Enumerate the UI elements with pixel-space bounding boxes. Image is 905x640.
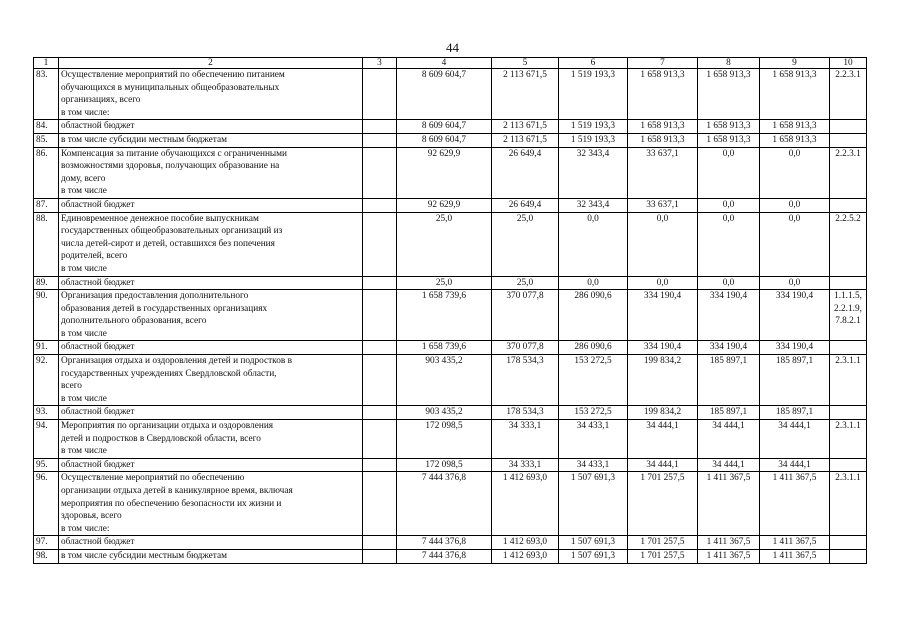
value-cell-c4: 25,0 <box>397 212 492 276</box>
description-line: областной бюджет <box>61 342 135 353</box>
table-row <box>34 549 867 563</box>
value-cell-c9: 0,0 <box>760 147 830 198</box>
value-cell-c4: 7 444 376,8 <box>397 472 492 536</box>
row-number: 88. <box>34 212 59 276</box>
description-line: государственных общеобразовательных организаций из <box>61 226 283 237</box>
col3-cell <box>363 406 397 420</box>
description-line: в том числе <box>61 446 107 457</box>
value-cell-c9: 1 411 367,5 <box>760 536 830 550</box>
value-cell-c7: 1 658 913,3 <box>628 133 698 147</box>
row-description <box>59 458 363 472</box>
row-description <box>59 536 363 550</box>
row-number: 94. <box>34 420 59 459</box>
table-row <box>34 420 867 459</box>
value-cell-c6: 286 090,6 <box>559 341 628 355</box>
table-row <box>34 355 867 406</box>
description-line: в том числе <box>61 186 107 197</box>
value-cell-c7: 1 701 257,5 <box>628 472 698 536</box>
header-row <box>34 58 867 69</box>
table-row <box>34 212 867 276</box>
col3-cell <box>363 341 397 355</box>
value-cell-c7: 199 834,2 <box>628 406 698 420</box>
description-line: Единовременное денежное пособие выпускникам <box>61 213 259 224</box>
value-cell-c5: 34 333,1 <box>492 458 559 472</box>
table-row <box>34 120 867 134</box>
value-cell-c9: 1 411 367,5 <box>760 549 830 563</box>
row-description <box>59 147 363 198</box>
reference-cell <box>830 549 867 563</box>
table-row <box>34 276 867 290</box>
description-line: государственных учреждениях Свердловской области, <box>61 368 277 379</box>
value-cell-c9: 185 897,1 <box>760 406 830 420</box>
value-cell-c9: 34 444,1 <box>760 458 830 472</box>
col3-cell <box>363 472 397 536</box>
row-description <box>59 290 363 341</box>
value-cell-c7: 34 444,1 <box>628 458 698 472</box>
header-cell: 2 <box>59 58 363 69</box>
description-line: в том числе субсидии местным бюджетам <box>61 550 227 561</box>
value-cell-c4: 172 098,5 <box>397 420 492 459</box>
value-cell-c6: 1 519 193,3 <box>559 133 628 147</box>
value-cell-c6: 34 433,1 <box>559 420 628 459</box>
col3-cell <box>363 458 397 472</box>
table-row <box>34 69 867 120</box>
value-cell-c6: 1 507 691,3 <box>559 549 628 563</box>
value-cell-c7: 0,0 <box>628 212 698 276</box>
table-row <box>34 133 867 147</box>
value-cell-c8: 185 897,1 <box>698 355 760 406</box>
description-line: Компенсация за питание обучающихся с ограниченными <box>61 148 288 159</box>
value-cell-c7: 199 834,2 <box>628 355 698 406</box>
value-cell-c5: 2 113 671,5 <box>492 120 559 134</box>
description-line: в том числе <box>61 393 107 404</box>
value-cell-c9: 1 658 913,3 <box>760 120 830 134</box>
value-cell-c9: 1 658 913,3 <box>760 133 830 147</box>
header-cell: 7 <box>628 58 698 69</box>
value-cell-c9: 1 411 367,5 <box>760 472 830 536</box>
value-cell-c8: 334 190,4 <box>698 290 760 341</box>
value-cell-c8: 1 658 913,3 <box>698 120 760 134</box>
value-cell-c6: 286 090,6 <box>559 290 628 341</box>
value-cell-c6: 1 519 193,3 <box>559 69 628 120</box>
header-cell: 4 <box>397 58 492 69</box>
description-line: в том числе <box>61 328 107 339</box>
row-description <box>59 406 363 420</box>
description-line: всего <box>61 381 82 392</box>
value-cell-c9: 0,0 <box>760 212 830 276</box>
value-cell-c6: 34 433,1 <box>559 458 628 472</box>
row-number: 97. <box>34 536 59 550</box>
value-cell-c4: 903 435,2 <box>397 406 492 420</box>
header-cell: 1 <box>34 58 59 69</box>
value-cell-c8: 1 658 913,3 <box>698 69 760 120</box>
row-description <box>59 276 363 290</box>
header-cell: 5 <box>492 58 559 69</box>
description-line: возможностями здоровья, получающих образование на <box>61 161 280 172</box>
row-number: 84. <box>34 120 59 134</box>
value-cell-c4: 92 629,9 <box>397 198 492 212</box>
table-row <box>34 458 867 472</box>
value-cell-c8: 334 190,4 <box>698 341 760 355</box>
value-cell-c4: 7 444 376,8 <box>397 549 492 563</box>
value-cell-c6: 153 272,5 <box>559 406 628 420</box>
description-line: областной бюджет <box>61 459 135 470</box>
header-cell: 8 <box>698 58 760 69</box>
value-cell-c5: 25,0 <box>492 212 559 276</box>
header-cell: 6 <box>559 58 628 69</box>
description-line: здоровья, всего <box>61 511 122 522</box>
value-cell-c9: 334 190,4 <box>760 341 830 355</box>
description-line: родителей, всего <box>61 251 128 262</box>
value-cell-c9: 34 444,1 <box>760 420 830 459</box>
row-description <box>59 341 363 355</box>
value-cell-c5: 25,0 <box>492 276 559 290</box>
value-cell-c7: 33 637,1 <box>628 198 698 212</box>
row-description <box>59 120 363 134</box>
value-cell-c7: 1 701 257,5 <box>628 536 698 550</box>
row-number: 85. <box>34 133 59 147</box>
row-number: 98. <box>34 549 59 563</box>
row-number: 87. <box>34 198 59 212</box>
description-line: дополнительного образования, всего <box>61 316 207 327</box>
value-cell-c4: 8 609 604,7 <box>397 133 492 147</box>
reference-cell <box>830 198 867 212</box>
reference-cell <box>830 133 867 147</box>
value-cell-c5: 1 412 693,0 <box>492 549 559 563</box>
value-cell-c5: 178 534,3 <box>492 355 559 406</box>
value-cell-c9: 334 190,4 <box>760 290 830 341</box>
row-number: 86. <box>34 147 59 198</box>
row-number: 96. <box>34 472 59 536</box>
col3-cell <box>363 69 397 120</box>
description-line: организациях, всего <box>61 95 141 106</box>
value-cell-c6: 32 343,4 <box>559 198 628 212</box>
table-row <box>34 472 867 536</box>
value-cell-c6: 1 519 193,3 <box>559 120 628 134</box>
col3-cell <box>363 355 397 406</box>
value-cell-c7: 1 658 913,3 <box>628 120 698 134</box>
value-cell-c5: 1 412 693,0 <box>492 536 559 550</box>
table-row <box>34 147 867 198</box>
row-description <box>59 69 363 120</box>
value-cell-c8: 1 411 367,5 <box>698 472 760 536</box>
description-line: Организация отдыха и оздоровления детей и подростков в <box>61 356 292 367</box>
value-cell-c6: 0,0 <box>559 276 628 290</box>
description-line: Осуществление мероприятий по обеспечению питанием <box>61 70 285 80</box>
description-line: в том числе: <box>61 523 110 534</box>
description-line: числа детей-сирот и детей, оставшихся без попечения <box>61 238 275 249</box>
col3-cell <box>363 276 397 290</box>
value-cell-c5: 370 077,8 <box>492 290 559 341</box>
row-description <box>59 133 363 147</box>
value-cell-c7: 1 701 257,5 <box>628 549 698 563</box>
table-body <box>34 58 867 564</box>
value-cell-c8: 34 444,1 <box>698 420 760 459</box>
table-row <box>34 290 867 341</box>
value-cell-c7: 1 658 913,3 <box>628 69 698 120</box>
col3-cell <box>363 290 397 341</box>
description-line: областной бюджет <box>61 277 135 288</box>
reference-cell <box>830 458 867 472</box>
reference-cell: 2.3.1.1 <box>830 355 867 406</box>
row-number: 91. <box>34 341 59 355</box>
col3-cell <box>363 420 397 459</box>
reference-cell: 2.2.3.1 <box>830 69 867 120</box>
value-cell-c7: 33 637,1 <box>628 147 698 198</box>
reference-cell: 2.3.1.1 <box>830 472 867 536</box>
table-row <box>34 341 867 355</box>
value-cell-c6: 1 507 691,3 <box>559 536 628 550</box>
table-row <box>34 536 867 550</box>
value-cell-c5: 178 534,3 <box>492 406 559 420</box>
value-cell-c5: 26 649,4 <box>492 198 559 212</box>
description-line: мероприятия по обеспечению безопасности их жизни и <box>61 498 282 509</box>
row-number: 93. <box>34 406 59 420</box>
value-cell-c8: 1 411 367,5 <box>698 536 760 550</box>
value-cell-c8: 0,0 <box>698 212 760 276</box>
value-cell-c5: 370 077,8 <box>492 341 559 355</box>
description-line: Организация предоставления дополнительного <box>61 291 249 302</box>
budget-table <box>33 57 867 564</box>
header-cell: 10 <box>830 58 867 69</box>
value-cell-c6: 32 343,4 <box>559 147 628 198</box>
value-cell-c7: 0,0 <box>628 276 698 290</box>
table-row <box>34 406 867 420</box>
value-cell-c9: 0,0 <box>760 276 830 290</box>
header-cell: 9 <box>760 58 830 69</box>
reference-cell <box>830 406 867 420</box>
row-number: 83. <box>34 69 59 120</box>
description-line: областной бюджет <box>61 199 135 210</box>
reference-cell <box>830 341 867 355</box>
description-line: в том числе: <box>61 107 110 118</box>
value-cell-c8: 34 444,1 <box>698 458 760 472</box>
description-line: Мероприятия по организации отдыха и оздоровления <box>61 421 274 432</box>
row-description <box>59 212 363 276</box>
value-cell-c4: 903 435,2 <box>397 355 492 406</box>
value-cell-c4: 172 098,5 <box>397 458 492 472</box>
table-row <box>34 198 867 212</box>
value-cell-c4: 8 609 604,7 <box>397 120 492 134</box>
description-line: детей и подростков в Свердловской области, всего <box>61 433 261 444</box>
value-cell-c9: 1 658 913,3 <box>760 69 830 120</box>
description-line: в том числе субсидии местным бюджетам <box>61 134 227 145</box>
value-cell-c6: 1 507 691,3 <box>559 472 628 536</box>
value-cell-c9: 185 897,1 <box>760 355 830 406</box>
value-cell-c7: 334 190,4 <box>628 341 698 355</box>
value-cell-c4: 7 444 376,8 <box>397 536 492 550</box>
description-line: в том числе <box>61 263 107 274</box>
value-cell-c4: 1 658 739,6 <box>397 290 492 341</box>
row-description <box>59 420 363 459</box>
description-line: обучающихся в муниципальных общеобразовательных <box>61 82 280 93</box>
col3-cell <box>363 120 397 134</box>
description-line: областной бюджет <box>61 407 135 418</box>
reference-cell: 2.2.5.2 <box>830 212 867 276</box>
value-cell-c8: 185 897,1 <box>698 406 760 420</box>
value-cell-c5: 26 649,4 <box>492 147 559 198</box>
reference-cell: 1.1.1.5, 2.2.1.9, 7.8.2.1 <box>830 290 867 341</box>
value-cell-c6: 153 272,5 <box>559 355 628 406</box>
value-cell-c4: 1 658 739,6 <box>397 341 492 355</box>
col3-cell <box>363 198 397 212</box>
reference-cell <box>830 536 867 550</box>
description-line: образования детей в государственных организациях <box>61 303 268 314</box>
description-line: организации отдыха детей в каникулярное время, включая <box>61 486 293 496</box>
value-cell-c7: 334 190,4 <box>628 290 698 341</box>
row-number: 90. <box>34 290 59 341</box>
row-description <box>59 549 363 563</box>
value-cell-c4: 25,0 <box>397 276 492 290</box>
row-description <box>59 198 363 212</box>
col3-cell <box>363 212 397 276</box>
row-description <box>59 355 363 406</box>
value-cell-c5: 34 333,1 <box>492 420 559 459</box>
value-cell-c4: 92 629,9 <box>397 147 492 198</box>
value-cell-c8: 0,0 <box>698 276 760 290</box>
value-cell-c5: 1 412 693,0 <box>492 472 559 536</box>
reference-cell <box>830 276 867 290</box>
page-number: 44 <box>446 40 459 55</box>
value-cell-c8: 1 658 913,3 <box>698 133 760 147</box>
value-cell-c8: 0,0 <box>698 198 760 212</box>
row-number: 92. <box>34 355 59 406</box>
row-number: 95. <box>34 458 59 472</box>
row-number: 89. <box>34 276 59 290</box>
value-cell-c7: 34 444,1 <box>628 420 698 459</box>
reference-cell <box>830 120 867 134</box>
value-cell-c8: 1 411 367,5 <box>698 549 760 563</box>
value-cell-c5: 2 113 671,5 <box>492 133 559 147</box>
value-cell-c5: 2 113 671,5 <box>492 69 559 120</box>
col3-cell <box>363 147 397 198</box>
header-cell: 3 <box>363 58 397 69</box>
description-line: областной бюджет <box>61 121 135 132</box>
value-cell-c8: 0,0 <box>698 147 760 198</box>
col3-cell <box>363 549 397 563</box>
row-description <box>59 472 363 536</box>
reference-cell: 2.2.3.1 <box>830 147 867 198</box>
description-line: дому, всего <box>61 173 106 184</box>
description-line: Осуществление мероприятий по обеспечению <box>61 473 245 484</box>
reference-cell: 2.3.1.1 <box>830 420 867 459</box>
col3-cell <box>363 133 397 147</box>
value-cell-c6: 0,0 <box>559 212 628 276</box>
value-cell-c4: 8 609 604,7 <box>397 69 492 120</box>
description-line: областной бюджет <box>61 537 135 548</box>
value-cell-c9: 0,0 <box>760 198 830 212</box>
col3-cell <box>363 536 397 550</box>
